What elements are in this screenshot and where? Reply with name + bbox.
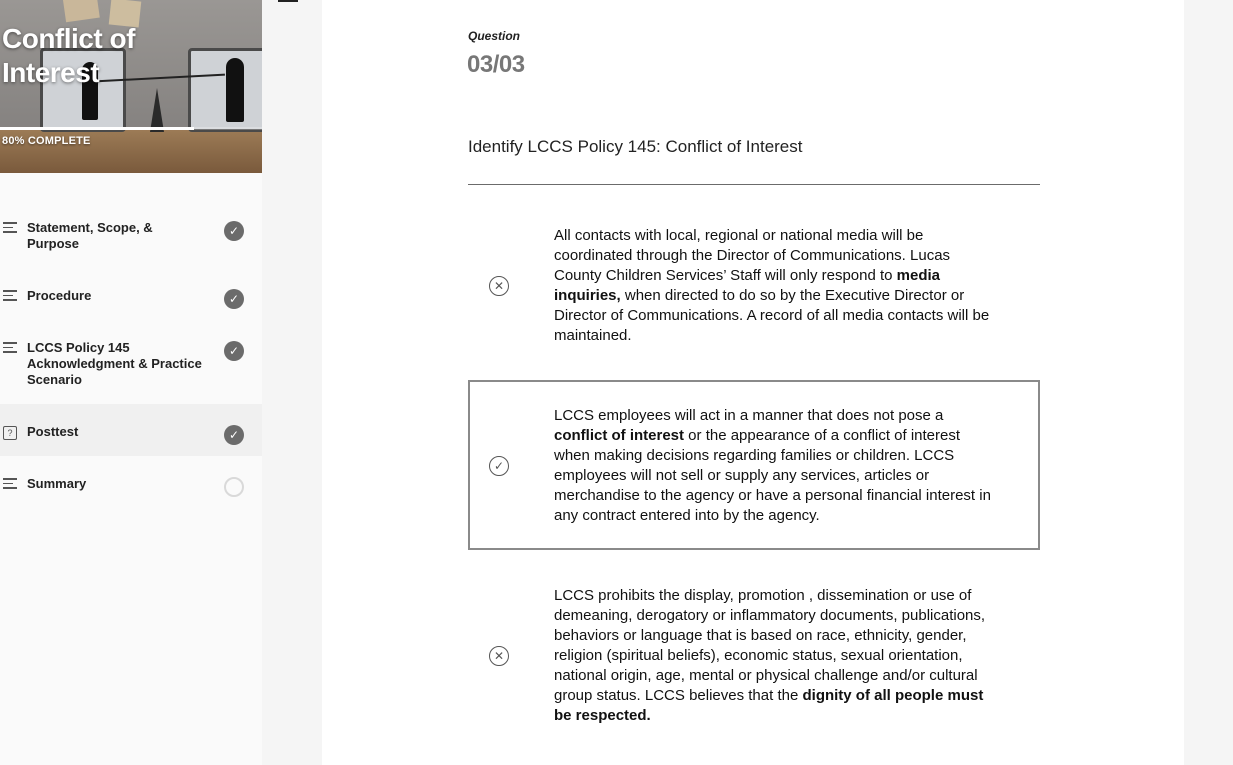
question-number: 03/03 — [467, 51, 525, 78]
nav-item-label: Posttest — [27, 424, 79, 439]
course-sidebar — [0, 0, 262, 765]
answer-choice[interactable] — [468, 210, 1040, 362]
complete-check-icon: ✓ — [224, 341, 244, 361]
answer-choice-text: LCCS prohibits the display, promotion , dissemination or use of demeaning, derogatory or inflammatory documents, publications, behaviors or language that is based on race, ethnicity, gender, religion (spiritual beliefs), economic status, sexual orientation, national origin, age, mental or physical challenge and/or cultural group status. LCCS believes that the dignity of all people must be respected. — [554, 587, 986, 724]
nav-item-label: Statement, Scope, & Purpose — [27, 220, 153, 251]
check-circle-icon: ✓ — [489, 456, 509, 476]
answer-choice[interactable] — [468, 570, 1040, 740]
quiz-icon: ? — [3, 426, 17, 440]
nav-item-label: LCCS Policy 145 Acknowledgment & Practice Scenario — [27, 340, 202, 387]
answer-choice-selected[interactable] — [468, 380, 1040, 550]
complete-check-icon: ✓ — [224, 289, 244, 309]
incomplete-circle-icon — [224, 477, 244, 497]
complete-check-icon: ✓ — [224, 221, 244, 241]
nav-item-procedure[interactable] — [0, 268, 262, 320]
question-prompt: Identify LCCS Policy 145: Conflict of Interest — [468, 137, 803, 156]
tower-illustration — [150, 88, 164, 132]
progress-fill — [0, 127, 194, 130]
lesson-lines-icon — [3, 342, 17, 356]
lesson-lines-icon — [3, 478, 17, 492]
lesson-lines-icon — [3, 222, 17, 236]
lesson-nav — [0, 200, 262, 508]
course-hero — [0, 0, 262, 173]
nav-item-statement[interactable] — [0, 200, 262, 268]
x-circle-icon: ✕ — [489, 276, 509, 296]
course-title: Conflict of Interest — [2, 23, 135, 88]
right-gutter — [1184, 0, 1233, 765]
nav-item-label: Procedure — [27, 288, 92, 303]
progress-label: 80% COMPLETE — [2, 135, 91, 147]
answer-choice-text: All contacts with local, regional or national media will be coordinated through the Director of Communications. Lucas County Children Services’ Staff will only respond to media inquiries, when directed to do so by the Executive Director or Director of Communications. A record of all media contacts will be maintained. — [554, 227, 990, 344]
x-circle-icon: ✕ — [489, 646, 509, 666]
question-kicker: Question — [468, 29, 521, 43]
figure-illustration — [226, 58, 244, 122]
lesson-content — [322, 0, 1184, 765]
nav-item-policy-acknowledgment[interactable] — [0, 320, 262, 404]
lesson-lines-icon — [3, 290, 17, 304]
nav-item-posttest[interactable] — [0, 404, 262, 456]
answer-choice-text: LCCS employees will act in a manner that does not pose a conflict of interest or the appearance of a conflict of interest when making decisions regarding families or children. LCCS employees will not sell or supply any services, articles or merchandise to the agency or have a personal financial interest in any contract entered into by the agency. — [554, 407, 991, 524]
nav-item-label: Summary — [27, 476, 87, 491]
menu-toggle-icon[interactable] — [278, 0, 298, 2]
complete-check-icon: ✓ — [224, 425, 244, 445]
nav-item-summary[interactable] — [0, 456, 262, 508]
divider — [468, 184, 1040, 185]
